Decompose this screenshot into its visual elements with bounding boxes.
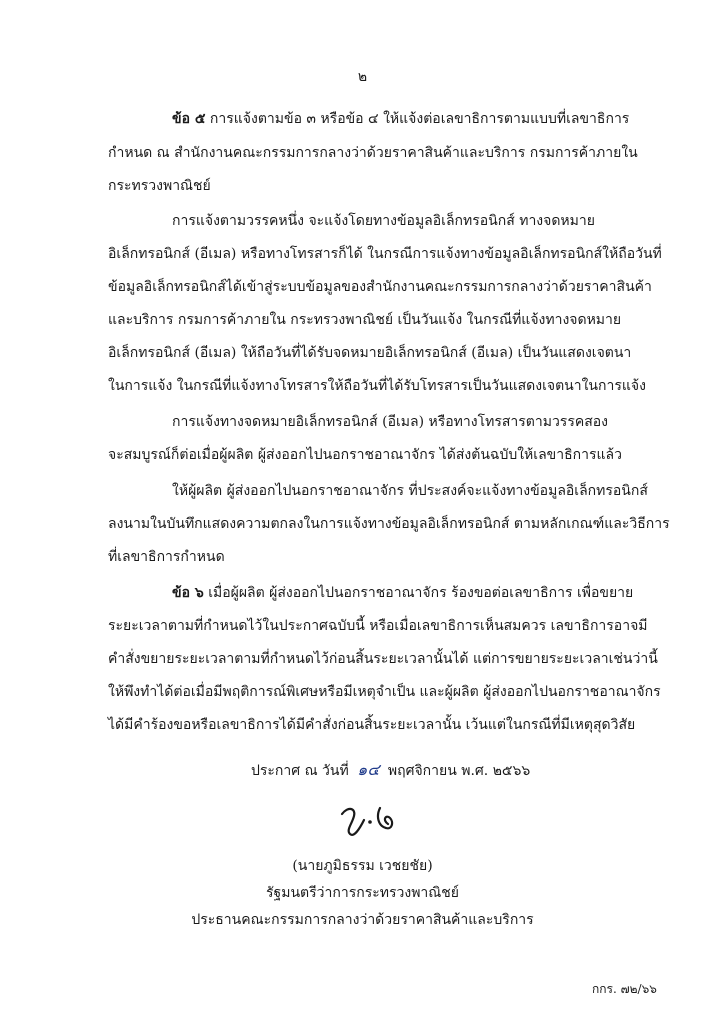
para-2-line-4: และบริการ กรมการค้าภายใน กระทรวงพาณิชย์ เป็นวันแจ้ง ในกรณีที่แจ้งทางจดหมาย (108, 312, 622, 328)
para-4-line-2: ลงนามในบันทึกแสดงความตกลงในการแจ้งทางข้อมูลอิเล็กทรอนิกส์ ตามหลักเกณฑ์และวิธีการ (108, 516, 670, 532)
para-2-line-3: ข้อมูลอิเล็กทรอนิกส์ได้เข้าสู่ระบบข้อมูลของสำนักงานคณะกรรมการกลางว่าด้วยราคาสินค้า (108, 279, 652, 295)
signatory-position-1: รัฐมนตรีว่าการกระทรวงพาณิชย์ (266, 885, 459, 901)
section-5-line-3: กระทรวงพาณิชย์ (108, 178, 211, 194)
document-code: กกร. ๗๒/๖๖ (592, 982, 657, 996)
para-2-line-5: อิเล็กทรอนิกส์ (อีเมล) ให้ถือวันที่ได้รับจดหมายอิเล็กทรอนิกส์ (อีเมล) เป็นวันแสดงเจตนา (108, 345, 632, 361)
section-5-text-1: การแจ้งตามข้อ ๓ หรือข้อ ๔ ให้แจ้งต่อเลขาธิการตามแบบที่เลขาธิการ (209, 111, 630, 127)
section-5-label: ข้อ ๕ (172, 111, 206, 127)
para-4-line-1: ให้ผู้ผลิต ผู้ส่งออกไปนอกราชอาณาจักร ที่ประสงค์จะแจ้งทางข้อมูลอิเล็กทรอนิกส์ (172, 483, 648, 499)
section-6-label: ข้อ ๖ (172, 585, 204, 601)
para-2-line-2: อิเล็กทรอนิกส์ (อีเมล) หรือทางโทรสารก็ได้ ในกรณีการแจ้งทางข้อมูลอิเล็กทรอนิกส์ให้ถือวันที่ (108, 246, 662, 262)
section-5-line-2: กำหนด ณ สำนักงานคณะกรรมการกลางว่าด้วยราคาสินค้าและบริการ กรมการค้าภายใน (108, 145, 638, 161)
signatory-name: (นายภูมิธรรม เวชยชัย) (292, 858, 433, 874)
section-6-line-4: ให้พึงทำได้ต่อเมื่อมีพฤติการณ์พิเศษหรือมีเหตุจำเป็น และผู้ผลิต ผู้ส่งออกไปนอกราชอาณาจักร (108, 684, 661, 700)
page-number: ๒ (357, 69, 368, 85)
signatory-position-2: ประธานคณะกรรมการกลางว่าด้วยราคาสินค้าและบริการ (191, 912, 534, 928)
section-6-line-3: คำสั่งขยายระยะเวลาตามที่กำหนดไว้ก่อนสิ้นระยะเวลานั้นได้ แต่การขยายระยะเวลาเช่นว่านี้ (108, 651, 658, 667)
section-6-line-1 (172, 583, 633, 603)
para-3-line-2: จะสมบูรณ์ก็ต่อเมื่อผู้ผลิต ผู้ส่งออกไปนอกราชอาณาจักร ได้ส่งต้นฉบับให้เลขาธิการแล้ว (108, 447, 622, 463)
announcement-day: ๑๔ (357, 760, 380, 779)
para-2-line-1: การแจ้งตามวรรคหนึ่ง จะแจ้งโดยทางข้อมูลอิเล็กทรอนิกส์ ทางจดหมาย (172, 213, 595, 229)
para-2-line-6: ในการแจ้ง ในกรณีที่แจ้งทางโทรสารให้ถือวันที่ได้รับโทรสารเป็นวันแสดงเจตนาในการแจ้ง (108, 378, 646, 394)
section-6-line-5: ได้มีคำร้องขอหรือเลขาธิการได้มีคำสั่งก่อนสิ้นระยะเวลานั้น เว้นแต่ในกรณีที่มีเหตุสุดวิสัย (108, 717, 636, 733)
signature-image (336, 800, 406, 840)
para-3-line-1: การแจ้งทางจดหมายอิเล็กทรอนิกส์ (อีเมล) หรือทางโทรสารตามวรรคสอง (172, 414, 608, 430)
section-5-line-1 (172, 109, 629, 129)
section-6-text-1: เมื่อผู้ผลิต ผู้ส่งออกไปนอกราชอาณาจักร ร้องขอต่อเลขาธิการ เพื่อขยาย (208, 585, 634, 601)
section-6-line-2: ระยะเวลาตามที่กำหนดไว้ในประกาศฉบับนี้ หรือเมื่อเลขาธิการเห็นสมควร เลขาธิการอาจมี (108, 618, 648, 634)
announcement-date (251, 758, 530, 783)
announcement-month-year: พฤศจิกายน พ.ศ. ๒๕๖๖ (387, 763, 531, 779)
announcement-prefix: ประกาศ ณ วันที่ (251, 763, 349, 779)
para-4-line-3: ที่เลขาธิการกำหนด (108, 549, 225, 565)
